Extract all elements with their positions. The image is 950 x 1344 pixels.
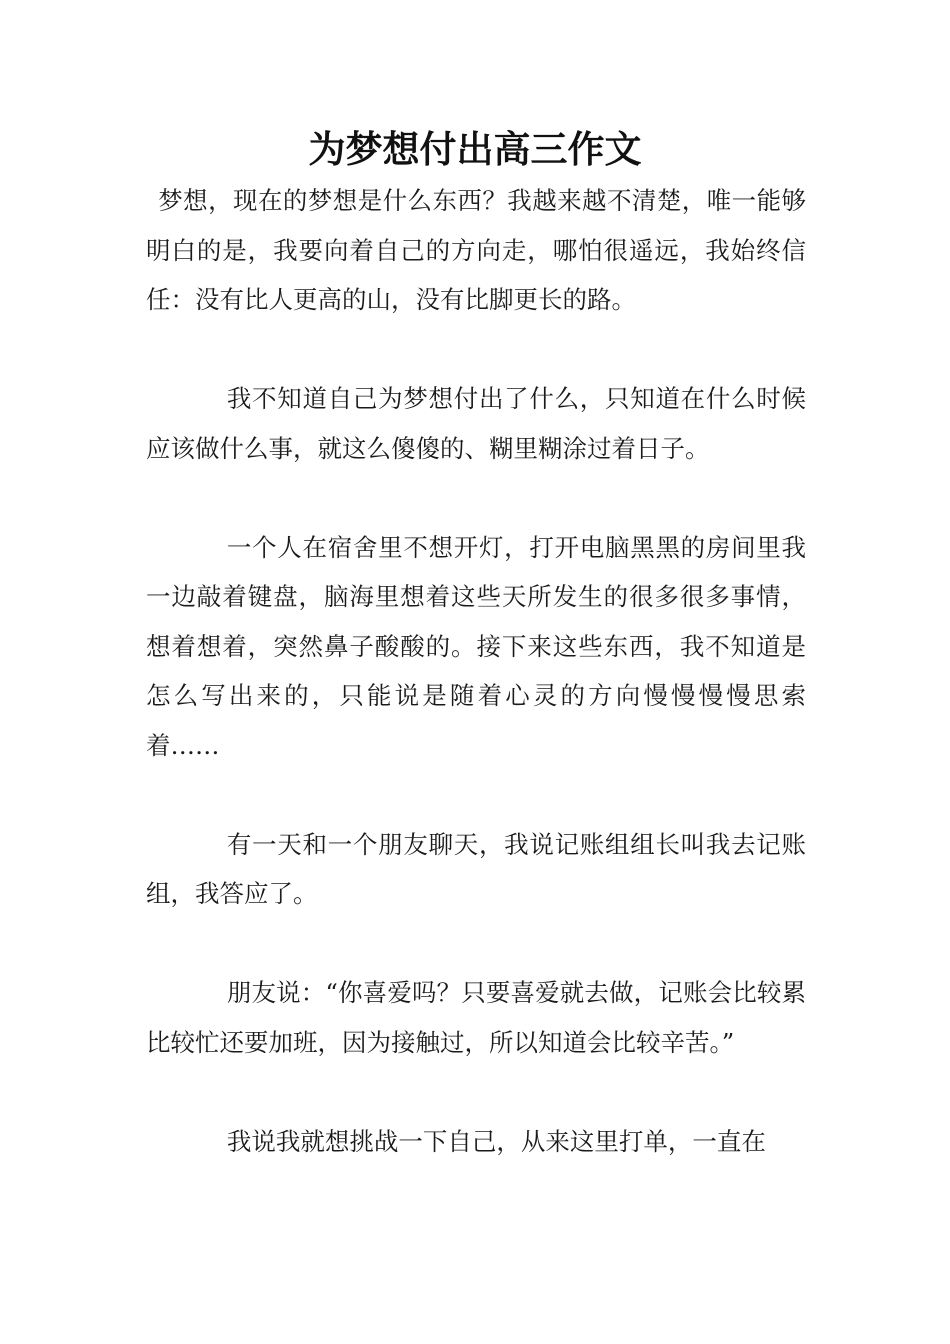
paragraph: 梦想，现在的梦想是什么东西？我越来越不清楚，唯一能够明白的是，我要向着自己的方向走，哪怕很遥远，我始终信任：没有比人更高的山，没有比脚更长的路。 [146, 186, 806, 314]
paragraph: 朋友说：“你喜爱吗？只要喜爱就去做，记账会比较累比较忙还要加班，因为接触过，所以知道会比较辛苦。” [146, 978, 806, 1057]
paragraph: 我说我就想挑战一下自己，从来这里打单，一直在 [226, 1126, 766, 1156]
document-title: 为梦想付出高三作文 [308, 128, 642, 171]
paragraph: 一个人在宿舍里不想开灯，打开电脑黑黑的房间里我一边敲着键盘，脑海里想着这些天所发生的很多很多事情，想着想着，突然鼻子酸酸的。接下来这些东西，我不知道是怎么写出来的，只能说是随着心灵的方向慢慢慢慢思索着…… [146, 532, 806, 760]
paragraph: 有一天和一个朋友聊天，我说记账组组长叫我去记账组，我答应了。 [146, 829, 806, 908]
document-body [146, 176, 806, 1216]
paragraph: 我不知道自己为梦想付出了什么，只知道在什么时候应该做什么事，就这么傻傻的、糊里糊涂过着日子。 [146, 384, 806, 463]
